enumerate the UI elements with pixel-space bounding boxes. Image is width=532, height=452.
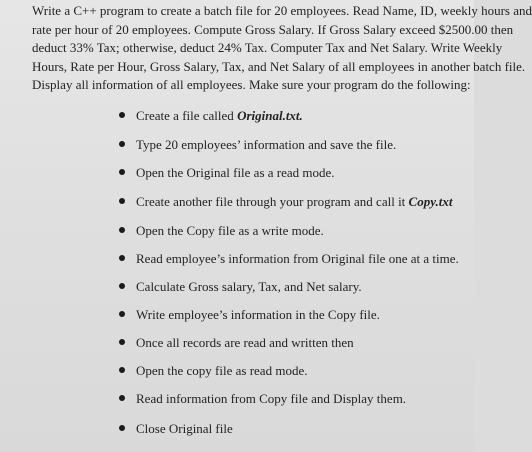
bullet-icon <box>119 367 125 373</box>
step-text: Read information from Copy file and Display them. <box>136 391 407 406</box>
list-item <box>0 277 474 297</box>
list-item <box>0 135 474 155</box>
bullet-icon <box>119 395 125 401</box>
prompt-line: Write a C++ program to create a batch file for 20 employees. Read Name, ID, weekly hours and <box>32 3 532 18</box>
list-item <box>0 419 474 439</box>
step-text: Type 20 employees’ information and save the file. <box>136 137 397 152</box>
assignment-prompt <box>32 2 532 95</box>
bullet-icon <box>119 141 125 147</box>
step-text: Open the copy file as read mode. <box>136 363 308 378</box>
bullet-icon <box>119 112 125 118</box>
prompt-line: Display all information of all employees. Make sure your program do the following: <box>32 77 471 93</box>
prompt-line: Hours, Rate per Hour, Gross Salary, Tax, and Net Salary of all employees in another batch file. <box>32 58 526 74</box>
prompt-line: rate per hour of 20 employees. Compute Gross Salary. If Gross Salary exceed $2500.00 then <box>32 21 514 37</box>
prompt-line: deduct 33% Tax; otherwise, deduct 24% Tax. Computer Tax and Net Salary. Write Weekly <box>32 40 503 56</box>
bullet-icon <box>119 227 125 233</box>
bullet-icon <box>119 339 125 345</box>
list-item <box>0 249 474 269</box>
step-text: Once all records are read and written then <box>136 335 354 350</box>
bullet-icon <box>119 425 125 431</box>
bullet-icon <box>119 255 125 261</box>
step-text: Open the Copy file as a write mode. <box>136 223 324 238</box>
file-name: Copy.txt <box>408 194 453 209</box>
bullet-icon <box>119 311 125 317</box>
list-item <box>0 361 474 381</box>
list-item <box>0 163 474 183</box>
list-item <box>0 389 474 409</box>
step-text: Write employee’s information in the Copy file. <box>136 307 380 322</box>
list-item <box>0 305 474 325</box>
file-name: Original.txt. <box>237 108 303 123</box>
list-item <box>0 106 474 126</box>
step-text: Close Original file <box>136 421 233 436</box>
list-item <box>0 192 474 212</box>
bullet-icon <box>119 198 125 204</box>
step-text: Calculate Gross salary, Tax, and Net salary. <box>136 279 362 294</box>
bullet-icon <box>119 169 125 175</box>
step-text: Create a file called <box>136 108 238 123</box>
step-text: Create another file through your program and call it <box>136 194 409 209</box>
step-text: Read employee’s information from Original file one at a time. <box>136 251 459 266</box>
list-item <box>0 221 474 241</box>
bullet-icon <box>119 283 125 289</box>
list-item <box>0 333 474 353</box>
step-text: Open the Original file as a read mode. <box>136 165 335 180</box>
